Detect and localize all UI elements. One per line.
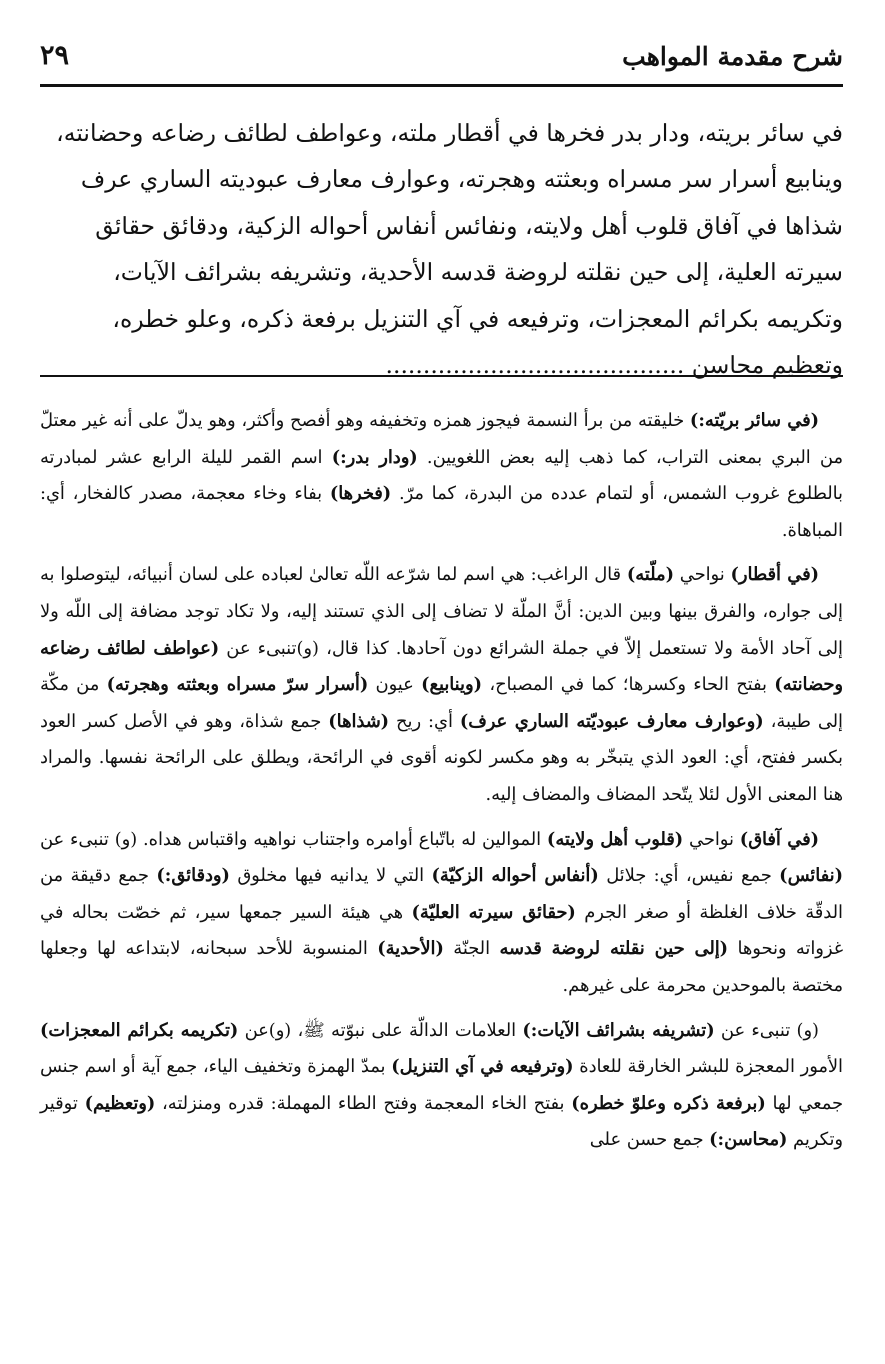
page-number: ٢٩ [40,40,70,71]
commentary-paragraph [40,1013,843,1159]
commentary-text: بفتح الحاء وكسرها؛ كما في المصباح، [482,674,775,696]
commentary-paragraph [40,822,843,1005]
commentary-lemma: (نفائس) [779,865,843,887]
commentary-lemma: (محاسن:) [709,1129,788,1151]
commentary-text: نواحي [683,828,740,850]
commentary-text: من مكّة إلى طيبة، [40,674,843,732]
commentary-text: جمع شذاة، وهو في الأصل كسر العود بكسر ففتح، أي: العود الذي يتبخّر به وهو مكسر لكونه أقوى في الرائحة، ويطلق على الرائحة نفسها. والمراد هنا المعنى الأول لئلا يتّحد المضاف والمضاف إليه. [40,710,843,805]
main-text-line: وتكريمه بكرائم المعجزات، وترفيعه في آي التنزيل برفعة ذكره، وعلو خطره، [112,304,843,333]
commentary-text: خليقته من برأ النسمة فيجوز همزه وتخفيفه وهو أفصح وأكثر، وهو يدلّ على أنه غير معتلّ من البري بمعنى التراب، كما ذهب إليه بعض اللغويين. [40,410,843,468]
commentary-lemma: (أنفاس أحواله الزكيّة) [431,865,599,887]
commentary-text: عيون [368,674,422,696]
commentary-lemma: (في آفاق) [739,828,819,850]
commentary-lemma: (وينابيع) [421,674,483,696]
commentary-lemma: (وعوارف معارف عبوديّته الساري عرف) [459,710,764,732]
commentary-text: المنسوبة للأحد سبحانه، لابتداعه لها وجعلها مختصة بالموحدين محرمة على غيرهم. [40,938,843,996]
commentary-text: بفاء وخاء معجمة، مصدر كالفخار، أي: المباهاة. [40,483,843,541]
commentary-text: اسم القمر لليلة الرابع عشر لمبادرته بالطلوع غروب الشمس، أو لتمام عدده من البدرة، كما مرّ. [40,446,843,505]
commentary-text: الموالين له باتّباع أوامره واجتناب نواهيه واقتباس هداه. (و) تنبىء عن [40,828,547,850]
commentary-lemma: (ودقائق:) [156,865,230,887]
commentary-lemma: (برفعة ذكره وعلوّ خطره) [571,1092,766,1114]
main-text-line: وينابيع أسرار سر مسراه وبعثته وهجرته، وعوارف معارف عبوديته الساري عرف [80,165,843,194]
commentary-paragraph [40,557,843,813]
commentary [40,403,843,1167]
main-text [44,110,843,388]
commentary-text: أي: ريح [389,710,460,732]
commentary-text: توقير وتكريم [40,1092,843,1151]
commentary-lemma: (عواطف لطائف رضاعه وحضانته) [40,637,843,696]
commentary-lemma: (وترفيعه في آي التنزيل) [391,1056,574,1078]
commentary-text: هي هيئة السير جمعها سير، ثم خصّت بحاله في غزواته ونحوها [40,901,843,960]
commentary-text: جمع دقيقة من الدقّة خلاف الغلظة أو صغر الجرم [40,865,843,923]
commentary-text: التي لا يدانيه فيها مخلوق [229,865,432,887]
commentary-text: العلامات الدالّة على نبوّته ﷺ، (و)عن [238,1019,523,1041]
commentary-lemma: (حقائق سيرته العليّة) [411,901,576,923]
commentary-text: (و) تنبىء عن [714,1019,819,1041]
main-text-last-line [44,342,843,388]
commentary-text: جمع حسن على [589,1129,710,1151]
commentary-lemma: (الأحدية) [377,938,444,960]
commentary-lemma: (في أقطار) [730,564,819,586]
commentary-text: نواحي [674,564,731,586]
commentary-lemma: (تشريفه بشرائف الآيات:) [522,1019,715,1041]
commentary-lemma: (تكريمه بكرائم المعجزات) [40,1019,239,1041]
commentary-lemma: (ودار بدر:) [331,446,418,468]
main-text-line: في سائر بريته، ودار بدر فخرها في أقطار ملته، وعواطف لطائف رضاعه وحضانته، [56,119,843,147]
commentary-lemma: (فخرها) [329,483,392,505]
commentary-lemma: (ملّته) [626,564,674,586]
separator-rule [40,375,843,377]
continuation-dots: ........................................ [385,351,685,380]
book-title: شرح مقدمة المواهب [622,42,843,71]
commentary-lemma: (قلوب أهل ولايته) [546,828,684,850]
main-text-line: شذاها في آفاق قلوب أهل ولايته، ونفائس أنفاس أحواله الزكية، ودقائق حقائق [95,211,843,240]
commentary-lemma: (شذاها) [328,710,390,732]
commentary-text: الجنّة [443,938,500,960]
commentary-text: بمدّ الهمزة وتخفيف الياء، جمع آية أو اسم جنس جمعي لها [40,1056,843,1114]
commentary-text: بفتح الخاء المعجمة وفتح الطاء المهملة: قدره ومنزلته، [155,1092,572,1114]
commentary-lemma: (أسرار سرّ مسراه وبعثته وهجرته) [106,674,369,696]
main-text-last-words: وتعظيم محاسن [691,351,843,380]
commentary-text: الأمور المعجزة للبشر الخارقة للعادة [573,1056,843,1078]
commentary-text: قال الراغب: هي اسم لما شرّعه اللّه تعالىٰ لعباده على لسان أنبيائه، ليتوصلوا به إلى جواره، والفرق بينها وبين الدين: أنَّ الملّة لا تضاف إلى الذي تستند إليه، ولا تكاد توجد مضافة إلى اللّه ولا إلى آحاد الأمة ولا تستعمل إلاّ في جملة الشرائع دون آحادها. كذا قال، (و)تنبىء عن [40,564,843,659]
commentary-paragraph [40,403,843,549]
main-text-line: سيرته العلية، إلى حين نقلته لروضة قدسه الأحدية، وتشريفه بشرائف الآيات، [113,258,843,287]
running-header [40,40,843,87]
commentary-lemma: (في سائر بريّته:) [689,410,819,431]
commentary-lemma: (وتعظيم) [84,1092,156,1114]
commentary-text: جمع نفيس، أي: جلائل [598,865,780,887]
commentary-lemma: (إلى حين نقلته لروضة قدسه [499,938,729,960]
